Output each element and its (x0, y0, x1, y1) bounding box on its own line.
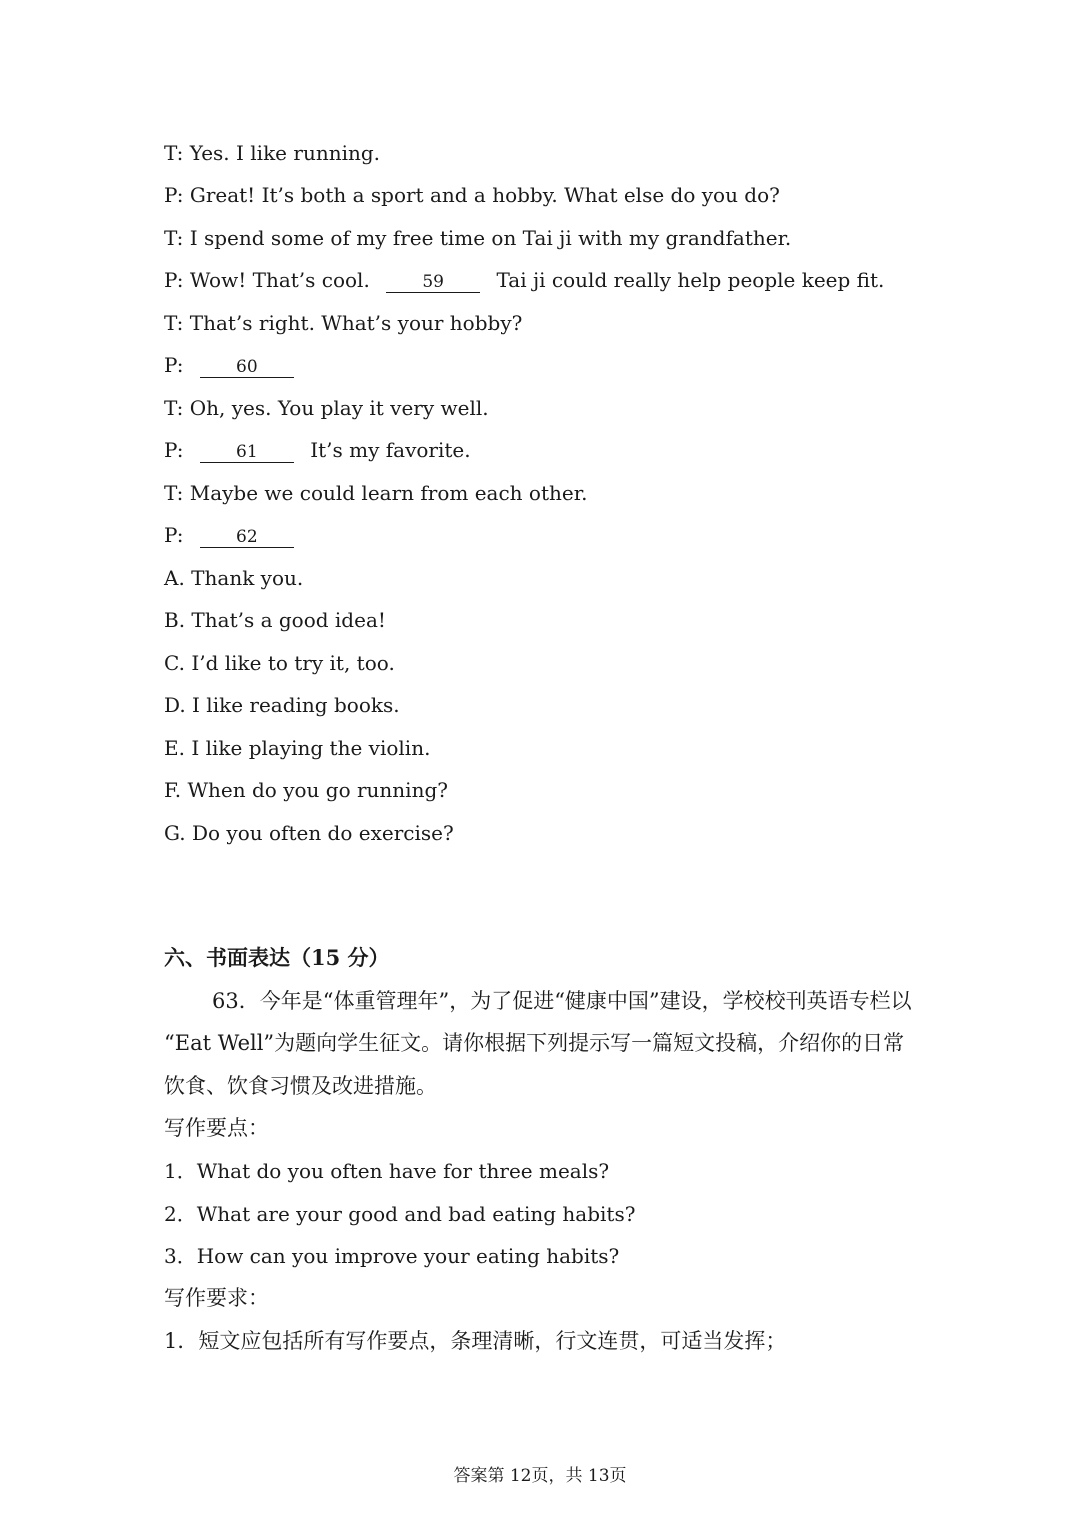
option-text: That’s a good idea! (191, 608, 386, 632)
option-text: When do you go running? (187, 778, 448, 802)
dialogue-text: Yes. I like running. (189, 141, 381, 165)
dialogue-line (164, 480, 587, 506)
dialogue-text: I spend some of my free time on Tai ji with my grandfather. (189, 226, 792, 250)
option-letter: F. (164, 778, 182, 802)
speaker-label: P: (164, 438, 184, 462)
dialogue-text: Oh, yes. You play it very well. (189, 396, 489, 420)
dialogue-line (164, 140, 380, 166)
speaker-label: T: (164, 481, 184, 505)
dialogue-line (164, 310, 522, 336)
option-item (164, 607, 386, 633)
answer-blank-60[interactable]: 60 (200, 357, 294, 378)
speaker-label: T: (164, 396, 184, 420)
answer-blank-62[interactable]: 62 (200, 527, 294, 548)
option-letter: B. (164, 608, 186, 632)
dialogue-text: Maybe we could learn from each other. (189, 481, 588, 505)
speaker-label: P: (164, 353, 184, 377)
dialogue-text: Tai ji could really help people keep fit. (496, 268, 885, 292)
option-text: I’d like to try it, too. (191, 651, 395, 675)
option-letter: G. (164, 821, 186, 845)
option-item (164, 650, 395, 676)
dialogue-line (164, 352, 304, 378)
dialogue-text: Wow! That’s cool. (189, 268, 370, 292)
points-heading: 写作要点： (164, 1116, 269, 1140)
dialogue-text: That’s right. What’s your hobby? (189, 311, 523, 335)
option-item (164, 777, 448, 803)
option-item (164, 820, 454, 846)
dialogue-line (164, 437, 471, 463)
speaker-label: T: (164, 141, 184, 165)
speaker-label: T: (164, 311, 184, 335)
speaker-label: P: (164, 268, 184, 292)
dialogue-line (164, 395, 489, 421)
dialogue-line (164, 522, 304, 548)
section-title: 六、书面表达（15 分） (164, 945, 390, 970)
writing-point: 3．How can you improve your eating habits? (164, 1244, 620, 1268)
writing-requirement: 1．短文应包括所有写作要点，条理清晰，行文连贯，可适当发挥； (164, 1329, 787, 1353)
writing-point: 1．What do you often have for three meals? (164, 1159, 610, 1183)
option-text: I like playing the violin. (191, 736, 431, 760)
writing-prompt-line: 63．今年是“体重管理年”，为了促进“健康中国”建设，学校校刊英语专栏以 (212, 989, 912, 1013)
dialogue-line (164, 267, 884, 293)
option-text: Thank you. (191, 566, 304, 590)
dialogue-line (164, 182, 780, 208)
answer-blank-61[interactable]: 61 (200, 442, 294, 463)
writing-prompt-line: “Eat Well”为题向学生征文。请你根据下列提示写一篇短文投稿，介绍你的日常 (164, 1031, 905, 1055)
option-letter: A. (164, 566, 185, 590)
speaker-label: P: (164, 183, 184, 207)
dialogue-line (164, 225, 791, 251)
option-text: I like reading books. (192, 693, 400, 717)
dialogue-text: Great! It’s both a sport and a hobby. What else do you do? (189, 183, 780, 207)
page-footer: 答案第 12页，共 13页 (453, 1466, 627, 1486)
writing-prompt-line: 饮食、饮食习惯及改进措施。 (164, 1074, 437, 1098)
option-letter: E. (164, 736, 185, 760)
option-item (164, 565, 303, 591)
option-text: Do you often do exercise? (191, 821, 454, 845)
writing-point: 2．What are your good and bad eating habits? (164, 1202, 636, 1226)
requirements-heading: 写作要求： (164, 1286, 269, 1310)
dialogue-text: It’s my favorite. (310, 438, 471, 462)
speaker-label: P: (164, 523, 184, 547)
option-letter: C. (164, 651, 185, 675)
answer-blank-59[interactable]: 59 (386, 272, 480, 293)
option-item (164, 692, 400, 718)
speaker-label: T: (164, 226, 184, 250)
option-item (164, 735, 430, 761)
option-letter: D. (164, 693, 186, 717)
